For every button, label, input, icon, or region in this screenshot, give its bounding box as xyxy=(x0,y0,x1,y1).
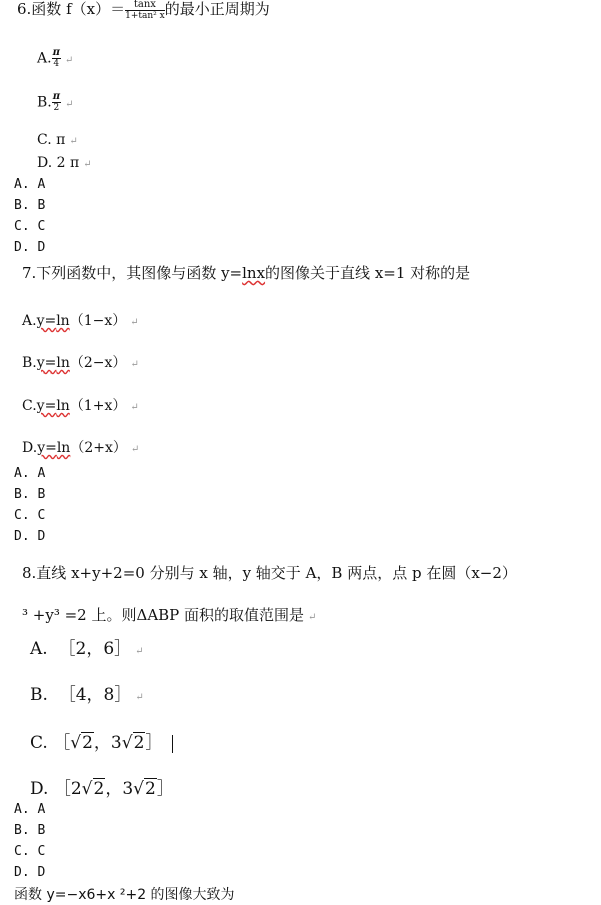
q8-option-d-radicand1: 2 xyxy=(93,779,105,799)
q8-answer-d[interactable]: D. D xyxy=(14,865,46,880)
q7-option-d-letter: D. xyxy=(22,440,38,456)
q8-option-b-text: ［4，8］ xyxy=(58,685,132,705)
q6-frac-denominator: 1+tan² x xyxy=(125,10,165,21)
q6-frac-numerator: tanx xyxy=(133,0,156,10)
question-8-stem-line2 xyxy=(22,604,316,625)
q6-option-b-letter: B. xyxy=(37,94,52,111)
q6-option-b-fraction xyxy=(52,92,61,113)
q8-option-d xyxy=(30,774,174,799)
q7-answer-b[interactable]: B. B xyxy=(14,487,46,502)
return-mark-icon: ↵ xyxy=(65,98,74,110)
q6-answer-b[interactable]: B. B xyxy=(14,198,46,213)
q7-text-part2: 的图像关于直线 x=1 对称的是 xyxy=(265,264,471,282)
return-mark-icon: ↵ xyxy=(135,646,144,657)
q7-option-b-y: y= xyxy=(36,355,57,371)
question-8-stem-line1: 8.直线 x+y+2=0 分别与 x 轴，y 轴交于 A，B 两点，点 p 在圆（x−2） xyxy=(22,564,517,582)
q8-option-c-open: ［ xyxy=(53,733,71,753)
q8-option-a xyxy=(30,634,144,659)
q7-option-b-rest: （2−x） xyxy=(69,355,127,371)
q8-option-d-open: ［2 xyxy=(53,779,82,799)
return-mark-icon: ↵ xyxy=(130,359,139,370)
q7-answer-c[interactable]: C. C xyxy=(14,508,46,523)
q8-answer-b[interactable]: B. B xyxy=(14,823,46,838)
q7-text-part1: 7.下列函数中，其图像与函数 y= xyxy=(22,264,243,282)
q8-option-c-radicand1: 2 xyxy=(82,733,93,753)
q6-option-c xyxy=(37,132,78,148)
sqrt-icon: √2 xyxy=(81,779,105,799)
q7-option-a xyxy=(22,310,139,330)
q6-option-a-den: 4 xyxy=(53,59,60,69)
q8-option-d-close: ］ xyxy=(156,779,174,799)
q6-option-b xyxy=(37,92,73,113)
question-6-stem xyxy=(17,0,270,21)
q8-answer-a[interactable]: A. A xyxy=(14,802,46,817)
q6-option-d-text: 2 π xyxy=(56,155,80,171)
q7-option-c-letter: C. xyxy=(22,398,37,414)
q6-suffix: 的最小正周期为 xyxy=(164,0,270,18)
text-cursor-icon xyxy=(172,735,173,753)
q8-option-c-sep: ，3 xyxy=(93,733,122,753)
q6-option-d-letter: D. xyxy=(37,155,53,171)
q6-option-d xyxy=(37,155,92,171)
q6-option-c-text: π xyxy=(56,132,66,148)
q6-option-b-den: 2 xyxy=(53,103,60,113)
q7-option-b-ln: ln xyxy=(56,355,70,371)
q8-option-c-letter: C. xyxy=(30,733,48,753)
return-mark-icon: ↵ xyxy=(69,136,78,147)
return-mark-icon: ↵ xyxy=(130,317,139,328)
sqrt-icon: √2 xyxy=(133,779,156,799)
return-mark-icon: ↵ xyxy=(308,612,317,623)
q8-option-c-radicand2: 2 xyxy=(133,733,145,753)
q6-option-a-fraction xyxy=(52,48,61,69)
q7-option-a-y: y= xyxy=(36,313,57,329)
next-question-stem: 函数 y=−x6+x ²+2 的图像大致为 xyxy=(14,887,235,903)
q7-lnx: lnx xyxy=(242,264,266,282)
q7-option-a-letter: A. xyxy=(22,313,37,329)
q8-option-a-text: ［2，6］ xyxy=(58,639,132,659)
q8-option-d-letter: D. xyxy=(30,779,49,799)
q8-answer-c[interactable]: C. C xyxy=(14,844,46,859)
q6-option-c-letter: C. xyxy=(37,132,52,148)
return-mark-icon: ↵ xyxy=(64,54,74,66)
q8-line2-text: ³ +y³ =2 上。则ΔABP 面积的取值范围是 xyxy=(22,606,305,624)
q7-option-a-rest: （1−x） xyxy=(69,313,127,329)
sqrt-icon: √2 xyxy=(121,733,145,753)
return-mark-icon: ↵ xyxy=(83,159,92,170)
q7-option-c-rest: （1+x） xyxy=(69,398,127,414)
q6-answer-a[interactable]: A. A xyxy=(14,177,46,192)
q6-option-b-num: π xyxy=(52,91,61,102)
q6-prefix: 6.函数 f（x）＝ xyxy=(17,0,126,18)
q7-option-d xyxy=(22,437,139,457)
q7-option-b xyxy=(22,352,139,372)
q6-option-a xyxy=(37,48,73,69)
q7-option-c-ln: ln xyxy=(56,398,70,414)
q8-option-d-radicand2: 2 xyxy=(145,779,156,799)
sqrt-icon: √2 xyxy=(70,733,93,753)
question-7-stem xyxy=(22,262,470,283)
q7-option-c xyxy=(22,395,139,415)
q7-answer-a[interactable]: A. A xyxy=(14,466,46,481)
return-mark-icon: ↵ xyxy=(130,444,140,455)
q6-answer-c[interactable]: C. C xyxy=(14,219,46,234)
return-mark-icon: ↵ xyxy=(130,402,139,413)
q7-option-d-y: y= xyxy=(37,440,57,456)
q7-option-d-ln: ln xyxy=(56,440,71,456)
q8-option-d-sep: ，3 xyxy=(105,779,134,799)
return-mark-icon: ↵ xyxy=(135,692,144,703)
q6-fraction xyxy=(125,0,165,21)
q6-option-a-letter: A. xyxy=(37,50,52,67)
q7-option-b-letter: B. xyxy=(22,355,37,371)
q8-option-b xyxy=(30,680,144,705)
q8-option-c-close: ］ xyxy=(145,733,163,753)
q7-answer-d[interactable]: D. D xyxy=(14,529,46,544)
q7-option-a-ln: ln xyxy=(56,313,70,329)
q8-option-b-letter: B. xyxy=(30,685,48,705)
q7-option-c-y: y= xyxy=(36,398,57,414)
q8-option-c xyxy=(30,728,173,753)
q6-answer-d[interactable]: D. D xyxy=(14,240,46,255)
q7-option-d-rest: （2+x） xyxy=(70,440,127,456)
q8-option-a-letter: A. xyxy=(30,639,48,659)
q6-option-a-num: π xyxy=(52,47,60,58)
